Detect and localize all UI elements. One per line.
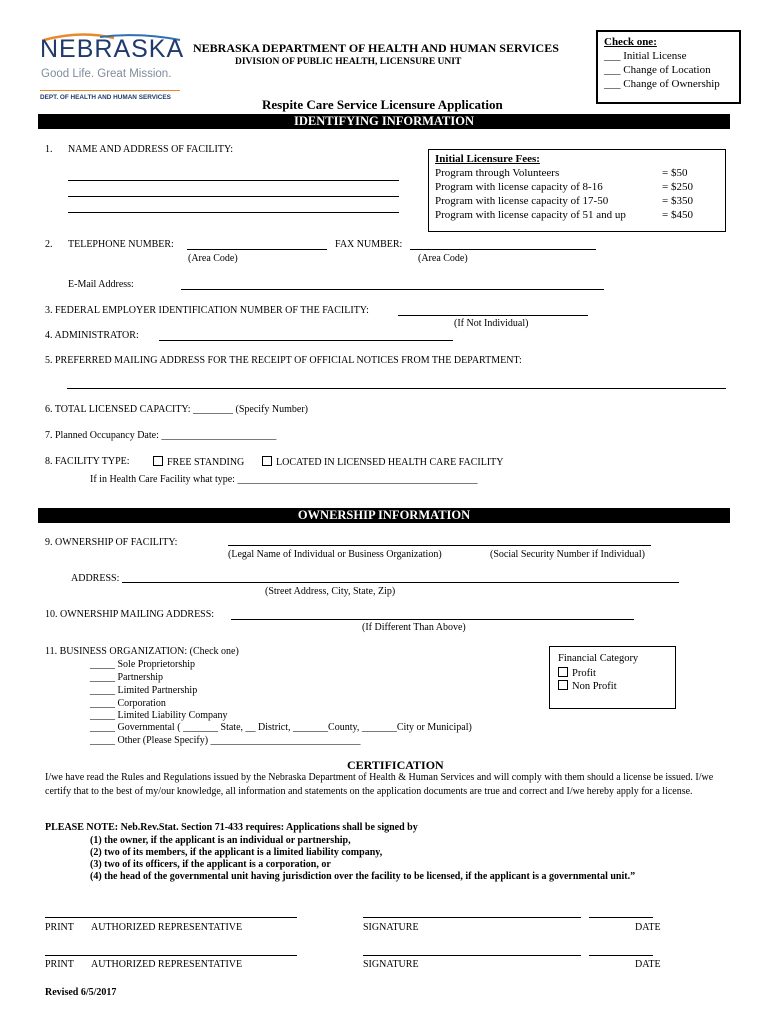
license-type-panel xyxy=(596,30,741,104)
q5-mailing-label: 5. PREFERRED MAILING ADDRESS FOR THE RECEIPT OF OFFICIAL NOTICES FROM THE DEPARTMENT: xyxy=(45,355,522,366)
telephone-field[interactable] xyxy=(187,249,327,250)
fax-label: FAX NUMBER: xyxy=(335,239,403,250)
print-label: PRINT xyxy=(45,922,74,933)
q3-fein-label: 3. FEDERAL EMPLOYER IDENTIFICATION NUMBER OF THE FACILITY: xyxy=(45,305,369,316)
free-standing-label: FREE STANDING xyxy=(167,457,245,468)
licensed-facility-label: LOCATED IN LICENSED HEALTH CARE FACILITY xyxy=(276,457,504,468)
financial-category-box xyxy=(549,646,676,709)
fax-field[interactable] xyxy=(410,249,596,250)
signing-rule: (2) two of its members, if the applicant is a limited liability company, xyxy=(90,847,383,858)
fee-amount: = $350 xyxy=(662,195,693,207)
print-name-line-1[interactable] xyxy=(45,917,297,918)
q1-number: 1. xyxy=(45,144,53,155)
address-label: ADDRESS: xyxy=(71,573,120,584)
date-label: DATE xyxy=(635,922,661,933)
fee-amount: = $250 xyxy=(662,181,693,193)
section-identifying-information: IDENTIFYING INFORMATION xyxy=(38,114,730,129)
email-field[interactable] xyxy=(181,289,604,290)
nonprofit-checkbox[interactable] xyxy=(558,680,568,690)
facility-name-line-3[interactable] xyxy=(68,212,399,213)
logo-state-name: NEBRASKA xyxy=(40,35,185,63)
health-care-facility-type[interactable]: If in Health Care Facility what type: ________________________________________________ xyxy=(90,474,478,485)
signature-line-2[interactable] xyxy=(363,955,581,956)
form-title: Respite Care Service Licensure Application xyxy=(262,97,503,112)
legal-name-hint: (Legal Name of Individual or Business Organization) xyxy=(228,549,442,560)
profit-checkbox[interactable] xyxy=(558,667,568,677)
revised-date: Revised 6/5/2017 xyxy=(45,987,117,998)
fax-area-code-hint: (Area Code) xyxy=(418,253,468,264)
profit-option[interactable] xyxy=(558,667,596,679)
administrator-field[interactable] xyxy=(159,340,453,341)
q8-facility-type-label: 8. FACILITY TYPE: xyxy=(45,456,130,467)
date-line-2[interactable] xyxy=(589,955,653,956)
signature-label: SIGNATURE xyxy=(363,922,419,933)
signing-rule: (4) the head of the governmental unit having jurisdiction over the facility to be licensed, if the applicant is a governmental unit.” xyxy=(90,871,636,882)
print-name-line-2[interactable] xyxy=(45,955,297,956)
q7-occupancy-date[interactable]: 7. Planned Occupancy Date: _______________________ xyxy=(45,430,277,441)
mailing-hint: (If Different Than Above) xyxy=(362,622,466,633)
licensed-facility-checkbox[interactable] xyxy=(262,456,272,466)
signature-label: SIGNATURE xyxy=(363,959,419,970)
signing-rule: (3) two of its officers, if the applicant is a corporation, or xyxy=(90,859,331,870)
option-change-location[interactable]: ___ Change of Location xyxy=(604,64,711,76)
business-option[interactable]: _____ Limited Liability Company xyxy=(90,710,228,721)
option-change-ownership[interactable]: ___ Change of Ownership xyxy=(604,78,720,90)
financial-category-title: Financial Category xyxy=(558,653,639,664)
date-line-1[interactable] xyxy=(589,917,653,918)
department-title: NEBRASKA DEPARTMENT OF HEALTH AND HUMAN SERVICES xyxy=(193,41,559,55)
business-option[interactable]: _____ Limited Partnership xyxy=(90,685,198,696)
q1-label: NAME AND ADDRESS OF FACILITY: xyxy=(68,144,234,155)
address-hint: (Street Address, City, State, Zip) xyxy=(265,586,396,597)
nonprofit-option[interactable] xyxy=(558,680,617,692)
business-option[interactable]: _____ Governmental ( _______ State, __ District, _______County, _______City or Municipal) xyxy=(90,722,472,733)
fein-field[interactable] xyxy=(398,315,588,316)
fees-title: Initial Licensure Fees: xyxy=(435,153,540,165)
fee-label: Program with license capacity of 51 and up xyxy=(435,209,626,221)
q2-number: 2. xyxy=(45,239,53,250)
email-label: E-Mail Address: xyxy=(68,279,134,290)
fee-label: Program through Volunteers xyxy=(435,167,560,179)
signature-line-1[interactable] xyxy=(363,917,581,918)
business-option[interactable]: _____ Partnership xyxy=(90,672,164,683)
authorized-rep-label: AUTHORIZED REPRESENTATIVE xyxy=(91,959,243,970)
q9-ownership-label: 9. OWNERSHIP OF FACILITY: xyxy=(45,537,178,548)
logo-dept: DEPT. OF HEALTH AND HUMAN SERVICES xyxy=(40,94,171,101)
facility-name-line-1[interactable] xyxy=(68,180,399,181)
section-ownership-information: OWNERSHIP INFORMATION xyxy=(38,508,730,523)
fee-amount: = $50 xyxy=(662,167,688,179)
facility-name-line-2[interactable] xyxy=(68,196,399,197)
fein-note: (If Not Individual) xyxy=(454,318,529,329)
logo-tagline: Good Life. Great Mission. xyxy=(41,68,172,80)
ssn-hint: (Social Security Number if Individual) xyxy=(490,549,645,560)
ownership-mailing-field[interactable] xyxy=(231,619,634,620)
ownership-legal-name-field[interactable] xyxy=(228,545,651,546)
q4-administrator-label: 4. ADMINISTRATOR: xyxy=(45,330,139,341)
option-initial-license[interactable]: ___ Initial License xyxy=(604,50,687,62)
ownership-address-field[interactable] xyxy=(122,582,679,583)
q11-business-org-label: 11. BUSINESS ORGANIZATION: (Check one) xyxy=(45,646,239,657)
date-label: DATE xyxy=(635,959,661,970)
business-option[interactable]: _____ Sole Proprietorship xyxy=(90,659,195,670)
q6-capacity[interactable]: 6. TOTAL LICENSED CAPACITY: ________ (Specify Number) xyxy=(45,404,308,415)
phone-area-code-hint: (Area Code) xyxy=(188,253,238,264)
check-one-title: Check one: xyxy=(604,36,657,48)
division-subtitle: DIVISION OF PUBLIC HEALTH, LICENSURE UNIT xyxy=(235,57,462,67)
mailing-address-field[interactable] xyxy=(67,388,726,389)
signing-rule: (1) the owner, if the applicant is an individual or partnership, xyxy=(90,835,351,846)
fee-amount: = $450 xyxy=(662,209,693,221)
fee-label: Program with license capacity of 17-50 xyxy=(435,195,609,207)
print-label: PRINT xyxy=(45,959,74,970)
business-option[interactable]: _____ Other (Please Specify) ______________________________ xyxy=(90,735,361,746)
free-standing-option[interactable] xyxy=(153,456,244,468)
logo-divider xyxy=(40,90,180,91)
nebraska-logo xyxy=(40,32,185,104)
telephone-label: TELEPHONE NUMBER: xyxy=(68,239,174,250)
certification-heading: CERTIFICATION xyxy=(347,758,444,772)
signing-note-title: PLEASE NOTE: Neb.Rev.Stat. Section 71-433 requires: Applications shall be signed by xyxy=(45,822,418,833)
licensed-facility-option[interactable] xyxy=(262,456,504,468)
fee-label: Program with license capacity of 8-16 xyxy=(435,181,603,193)
licensure-fees-box xyxy=(428,149,726,232)
profit-label: Profit xyxy=(572,668,596,679)
free-standing-checkbox[interactable] xyxy=(153,456,163,466)
q10-mailing-label: 10. OWNERSHIP MAILING ADDRESS: xyxy=(45,609,215,620)
nonprofit-label: Non Profit xyxy=(572,681,617,692)
certification-text: I/we have read the Rules and Regulations issued by the Nebraska Department of Health & Human Services and will comply with them should a license be issued. I/we certify that to the best of my/our knowledge, all information and statements on the application documents are true and correct and I/we hereby apply for a license. xyxy=(45,772,714,797)
authorized-rep-label: AUTHORIZED REPRESENTATIVE xyxy=(91,922,243,933)
business-option[interactable]: _____ Corporation xyxy=(90,698,166,709)
